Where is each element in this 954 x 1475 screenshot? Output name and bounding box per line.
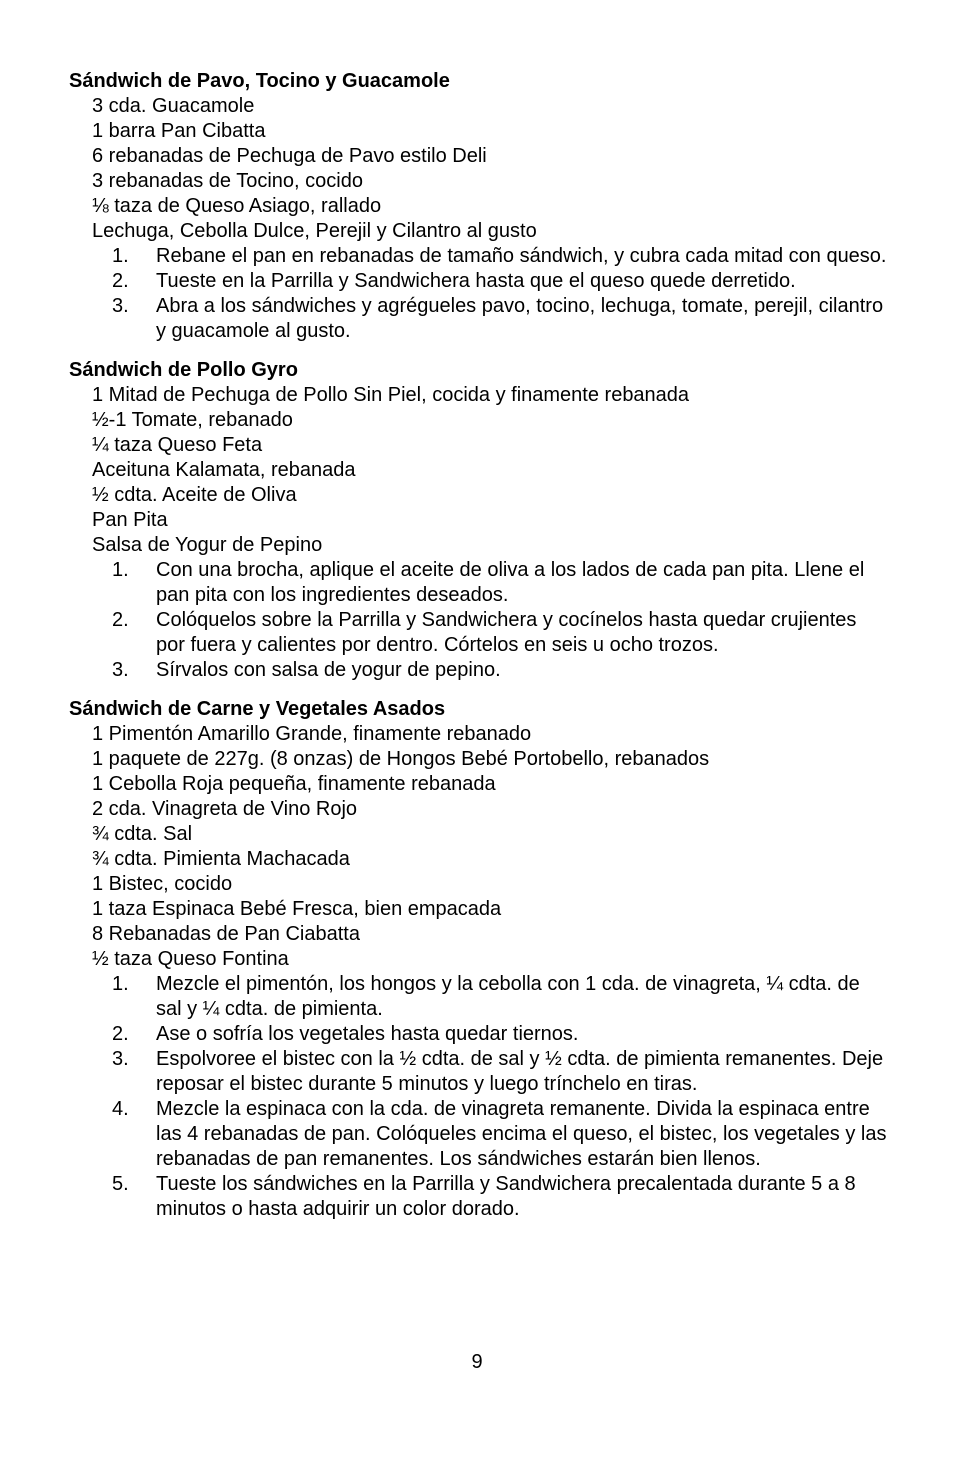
- step-text: Colóquelos sobre la Parrilla y Sandwichera y cocínelos hasta quedar crujientes por fuera y calientes por dentro. Córtelos en seis u ocho trozos.: [156, 609, 857, 656]
- ingredient-item: 2 cda. Vinagreta de Vino Rojo: [92, 798, 358, 820]
- step-number: 2.: [112, 1023, 129, 1045]
- ingredient-item: 6 rebanadas de Pechuga de Pavo estilo Deli: [92, 145, 487, 167]
- recipe-title: Sándwich de Pavo, Tocino y Guacamole: [69, 70, 450, 92]
- step-text: Sírvalos con salsa de yogur de pepino.: [156, 659, 501, 681]
- step-list: [69, 972, 889, 1222]
- recipe-title: Sándwich de Carne y Vegetales Asados: [69, 698, 446, 720]
- step-number: 1.: [112, 245, 129, 267]
- step-item: [69, 558, 889, 608]
- step-item: [69, 972, 889, 1022]
- ingredient-item: 3 cda. Guacamole: [92, 95, 255, 117]
- step-item: [69, 658, 889, 683]
- ingredient-item: ¾ cdta. Sal: [92, 823, 193, 845]
- recipe-title: Sándwich de Pollo Gyro: [69, 359, 298, 381]
- recipe-grilled-beef-vegetables: [69, 696, 889, 1222]
- recipe-turkey-bacon-guacamole: [69, 68, 889, 344]
- ingredient-item: Salsa de Yogur de Pepino: [92, 534, 323, 556]
- ingredient-item: 1 Mitad de Pechuga de Pollo Sin Piel, cocida y finamente rebanada: [92, 384, 690, 406]
- ingredient-item: Pan Pita: [92, 509, 168, 531]
- step-text: Rebane el pan en rebanadas de tamaño sándwich, y cubra cada mitad con queso.: [156, 245, 887, 267]
- step-list: [69, 244, 889, 344]
- ingredient-list: [69, 722, 889, 972]
- ingredient-item: 8 Rebanadas de Pan Ciabatta: [92, 923, 360, 945]
- ingredient-item: Aceituna Kalamata, rebanada: [92, 459, 356, 481]
- ingredient-item: 1 Pimentón Amarillo Grande, finamente rebanado: [92, 723, 532, 745]
- ingredient-list: [69, 94, 889, 244]
- ingredient-item: ½ cdta. Aceite de Oliva: [92, 484, 297, 506]
- step-item: [69, 1022, 889, 1047]
- ingredient-item: ¾ cdta. Pimienta Machacada: [92, 848, 350, 870]
- step-text: Abra a los sándwiches y agrégueles pavo, tocino, lechuga, tomate, perejil, cilantro y guacamole al gusto.: [156, 295, 884, 342]
- ingredient-item: ¼ taza Queso Feta: [92, 434, 263, 456]
- step-item: [69, 1172, 889, 1222]
- ingredient-item: ⅛ taza de Queso Asiago, rallado: [92, 195, 382, 217]
- ingredient-list: [69, 383, 889, 558]
- step-number: 2.: [112, 270, 129, 292]
- recipe-list: [69, 68, 889, 1235]
- ingredient-item: 1 taza Espinaca Bebé Fresca, bien empacada: [92, 898, 502, 920]
- step-number: 3.: [112, 295, 129, 317]
- ingredient-item: ½-1 Tomate, rebanado: [92, 409, 293, 431]
- step-text: Con una brocha, aplique el aceite de oliva a los lados de cada pan pita. Llene el pan pita con los ingredientes deseados.: [156, 559, 865, 606]
- step-item: [69, 608, 889, 658]
- step-item: [69, 244, 889, 269]
- step-number: 3.: [112, 1048, 129, 1070]
- step-number: 3.: [112, 659, 129, 681]
- step-text: Tueste en la Parrilla y Sandwichera hasta que el queso quede derretido.: [156, 270, 796, 292]
- step-text: Ase o sofría los vegetales hasta quedar tiernos.: [156, 1023, 579, 1045]
- ingredient-item: 1 paquete de 227g. (8 onzas) de Hongos Bebé Portobello, rebanados: [92, 748, 710, 770]
- step-item: [69, 269, 889, 294]
- ingredient-item: ½ taza Queso Fontina: [92, 948, 289, 970]
- step-text: Mezcle la espinaca con la cda. de vinagreta remanente. Divida la espinaca entre las 4 rebanadas de pan. Colóqueles encima el queso, el bistec, los vegetales y las rebanadas de pan remanentes. Los sándwiches estarán bien llenos.: [156, 1098, 887, 1170]
- step-text: Espolvoree el bistec con la ½ cdta. de sal y ½ cdta. de pimienta remanentes. Deje reposar el bistec durante 5 minutos y luego trínchelo en tiras.: [156, 1048, 884, 1095]
- step-text: Mezcle el pimentón, los hongos y la cebolla con 1 cda. de vinagreta, ¼ cdta. de sal y ¼ cdta. de pimienta.: [156, 973, 860, 1020]
- step-number: 1.: [112, 973, 129, 995]
- step-item: [69, 294, 889, 344]
- step-number: 1.: [112, 559, 129, 581]
- step-number: 2.: [112, 609, 129, 631]
- step-item: [69, 1047, 889, 1097]
- ingredient-item: 1 barra Pan Cibatta: [92, 120, 266, 142]
- recipe-chicken-gyro: [69, 357, 889, 683]
- step-list: [69, 558, 889, 683]
- ingredient-item: 1 Bistec, cocido: [92, 873, 233, 895]
- page-number: 9: [471, 1351, 483, 1373]
- step-number: 4.: [112, 1098, 129, 1120]
- ingredient-item: 3 rebanadas de Tocino, cocido: [92, 170, 363, 192]
- step-item: [69, 1097, 889, 1172]
- ingredient-item: 1 Cebolla Roja pequeña, finamente rebanada: [92, 773, 496, 795]
- step-text: Tueste los sándwiches en la Parrilla y Sandwichera precalentada durante 5 a 8 minutos o hasta adquirir un color dorado.: [156, 1173, 856, 1220]
- step-number: 5.: [112, 1173, 129, 1195]
- ingredient-item: Lechuga, Cebolla Dulce, Perejil y Cilantro al gusto: [92, 220, 537, 242]
